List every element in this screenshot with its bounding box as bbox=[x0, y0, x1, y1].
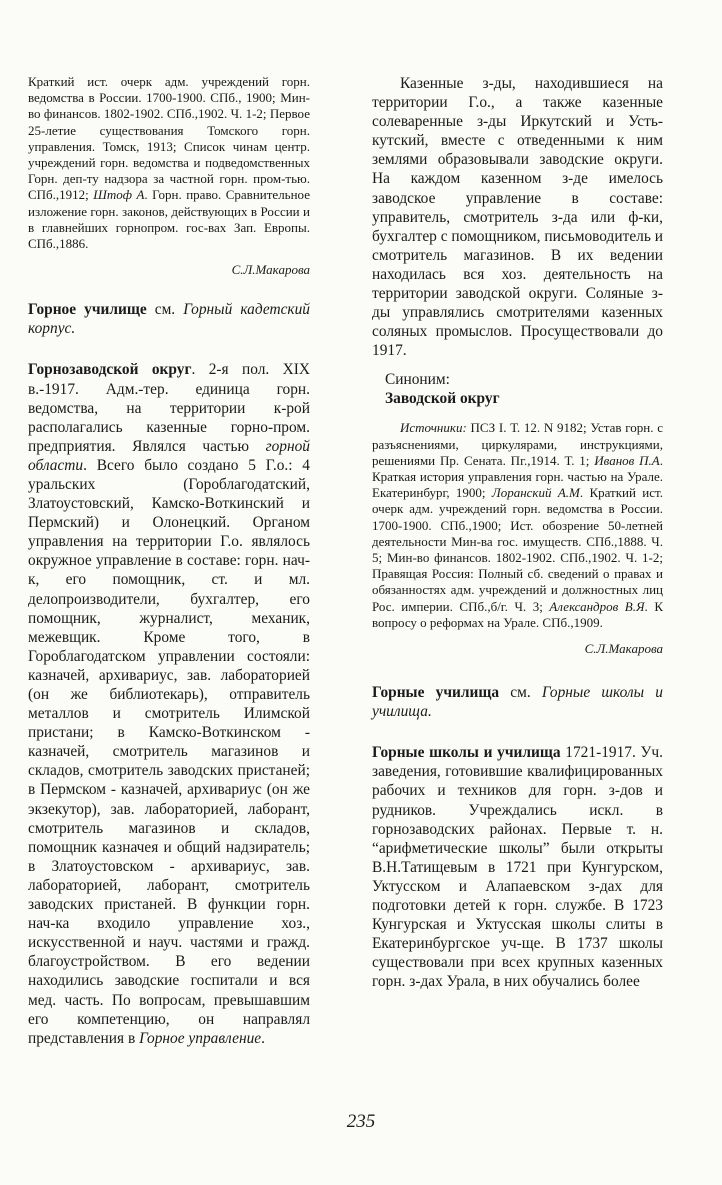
author-name: Иванов П.А bbox=[594, 452, 660, 468]
cross-reference: Горные школы и училища. bbox=[372, 684, 663, 721]
entry-gornye-shkoly: Горные школы и училища 1721-1917. Уч. заведения, готовившие квалифицированных рабочих и техников для горн. з-дов и рудников. Учреждались искл. в горнозаводских районах. Первые т. н. “арифметические школы” были открыты В.Н.Татищевым в 1721 при Кунгурском, Уктусском и Алапаевском з-дах для подготовки детей к горн. службе. В 1723 Кунгурская и Уктусская школы слиты в Екатеринбургское уч-ще. В 1737 школы существовали при всех крупных казенных горн. з-дах Урала, в них обучались более bbox=[372, 744, 663, 991]
author-name: Александров В.Я bbox=[549, 598, 645, 614]
entry-headword: Горнозаводской округ bbox=[28, 361, 192, 379]
entry-gornye-uchilishcha: Горные училища см. Горные школы и училища. bbox=[372, 684, 663, 721]
entry-headword: Горные училища bbox=[372, 684, 500, 702]
cross-reference: горной области bbox=[28, 437, 310, 474]
cross-reference: Горное управление bbox=[139, 1029, 262, 1047]
entry-gornozavodskoy-okrug: Горнозаводской округ. 2-я пол. XIX в.-1917. Адм.-тер. единица горн. ведомства, на территории к-рой располагались казенные горно-пром. предприятия. Являлся частью горной области. Всего было создано 5 Г.о.: 4 уральских (Гороблагодатский, Златоустовский, Камско-Воткинский и Пермский) и Олонецкий. Органом управления на территории Г.о. являлось окружное управление в составе: горн. нач-к, его помощник, ст. и мл. делопроизводители, бухгалтер, его помощник, журналист, механик, межевщик. Кроме того, в Гороблагодатском управлении состояли: казначей, архивариус, зав. лабораторией (он же библиотекарь), отправитель металлов и смотритель Илимской пристани; в Камско-Воткинском - казначей, смотритель магазинов и складов, смотритель заводских пристаней; в Пермском - казначей, архивариус (он же экзекутор), зав. лабораторией, лаборант, смотритель магазинов и складов, помощник казначея и общий надзиратель; в Златоустовском - архивариус, зав. лабораторией, лаборант, смотритель заводских пристаней. В функции горн. нач-ка входило управление хоз., искусственной и науч. частями и гражд. благоустройством. В его ведении находились заводские госпитали и вся мед. часть. По вопросам, превышавшим его компетенцию, он направлял представления в Горное управление. bbox=[28, 361, 311, 1047]
page-number: 235 bbox=[346, 1111, 376, 1132]
cross-reference: Горный кадетский корпус. bbox=[28, 301, 310, 338]
synonym-block bbox=[372, 370, 663, 408]
sources-list: Источники: ПСЗ I. Т. 12. N 9182; Устав горн. с разъяснениями, циркулярами, инструкциями, решениями Пр. Сената. Пг.,1914. Т. 1; Иванов П.А. Краткая история управления горн. частью на Урале. Екатеринбург, 1900; Лоранский А.М. Краткий ист. очерк адм. учреждений горн. ведомства в России. 1700-1900. СПб.,1900; Ист. обозрение 50-летней деятельности Мин-ва гос. имуществ. СПб.,1888. Ч. 5; Мин-во финансов. 1802-1902. СПб.,1902. Ч. 1-2; Правящая Россия: Полный сб. сведений о правах и обязанностях адм. учреждений и должностных лиц Рос. империи. СПб.,б/г. Ч. 3; Александров В.Я. К вопросу о реформах на Урале. СПб.,1909. bbox=[372, 420, 663, 630]
bibliography-continuation: Краткий ист. очерк адм. учреждений горн. ведомства в России. 1700-1900. СПб., 1900; Мин-во финансов. 1802-1902. СПб.,1902. Ч. 1-2; Первое 25-летие существования Томского горн. управления. Томск, 1913; Список чинам центр. учреждений горн. ведомства и подведомственных Горн. деп-ту надзора за частной горн. пром-тью. СПб.,1912; Штоф А. Горн. право. Сравнительное изложение горн. законов, действующих в России и в главнейших горнопром. гос-вах Зап. Европы. СПб.,1886. bbox=[28, 74, 310, 252]
right-column bbox=[372, 74, 663, 991]
sources-label: Источники: bbox=[400, 420, 467, 436]
synonym-term: Заводской округ bbox=[385, 390, 500, 408]
synonym-label: Синоним: bbox=[385, 371, 450, 389]
entry-gornoe-uchilishche: Горное училище см. Горный кадетский корпус. bbox=[28, 301, 310, 338]
author-name: Штоф А bbox=[93, 187, 145, 203]
author-signature: С.Л.Макарова bbox=[584, 641, 663, 657]
entry-continuation: Казенные з-ды, находившиеся на территории Г.о., а также казенные солеваренные з-ды Иркутский и Усть-кутский, вместе с отведенными к ним землями образовывали заводские округи. На каждом казенном з-де имелось заводское управление в составе: управитель, смотритель з-да или ф-ки, бухгалтер с помощником, письмоводитель и смотритель магазинов. В их ведении находилась вся хоз. деятельность на территории заводской округи. Соляные з-ды управлялись смотрителями казенных соляных промыслов. Просуществовали до 1917. bbox=[372, 75, 663, 360]
author-signature: С.Л.Макарова bbox=[231, 262, 310, 278]
entry-headword: Горное училище bbox=[28, 301, 147, 319]
entry-headword: Горные школы и училища bbox=[372, 744, 561, 762]
left-column bbox=[28, 74, 310, 1048]
author-name: Лоранский А.М bbox=[491, 485, 580, 501]
